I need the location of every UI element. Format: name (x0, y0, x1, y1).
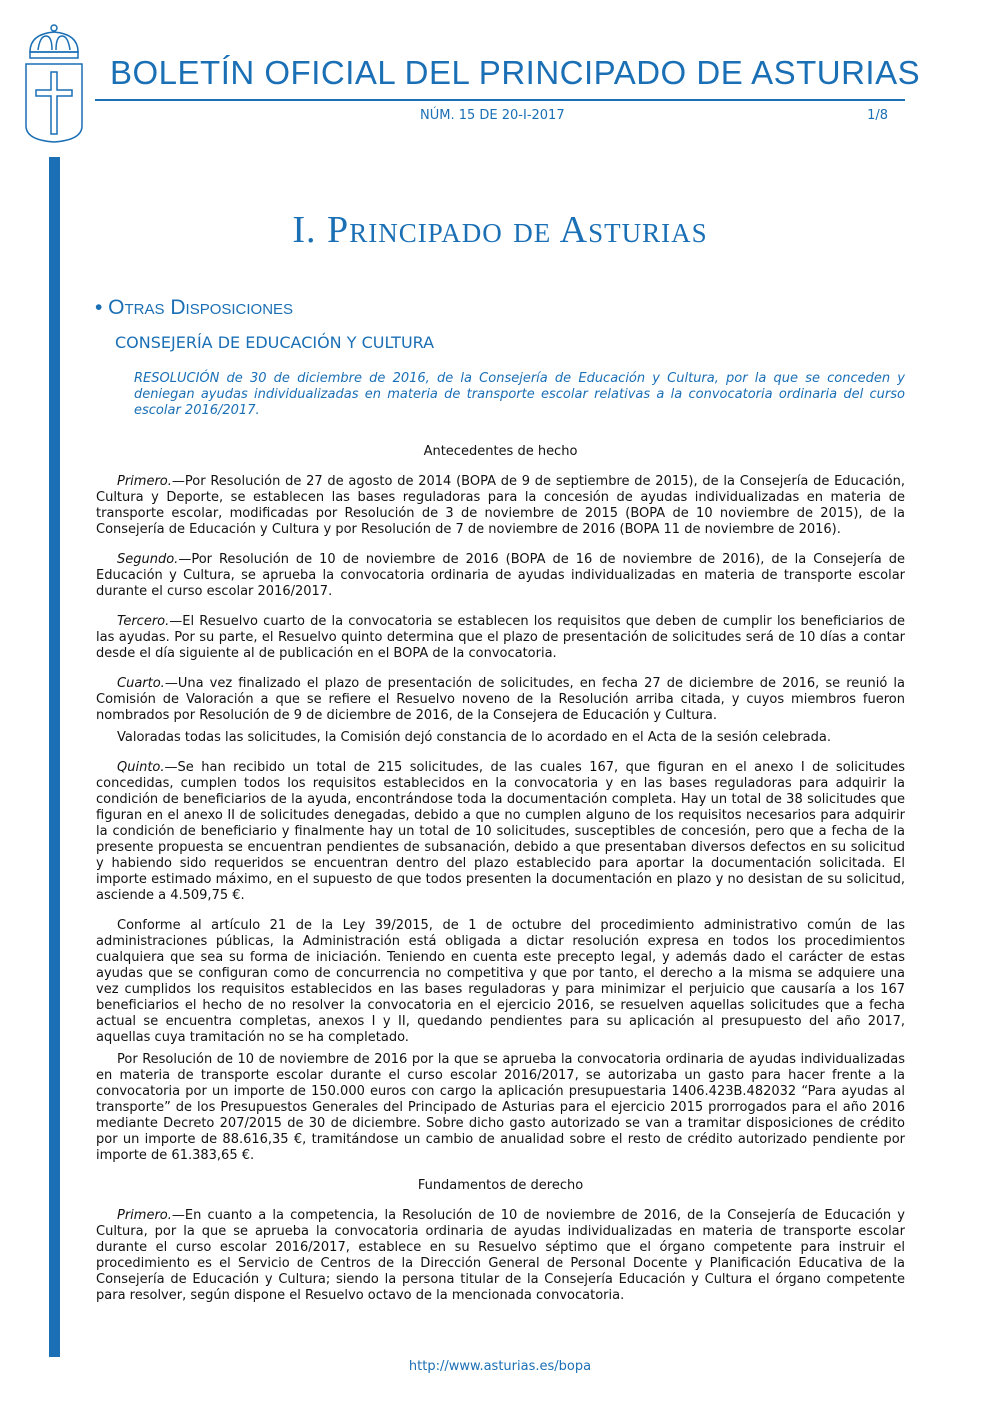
paragraph-lead: Primero. (117, 474, 172, 489)
heading-antecedentes: Antecedentes de hecho (423, 444, 578, 459)
paragraph-text: —Por Resolución de 10 de noviembre de 2016 (BOPA de 16 de noviembre de 2016), de la Consejería de Educación y Cultura, se aprueba la convocatoria ordinaria de ayudas individualizadas en materia de transporte escolar durante el curso escolar 2016/2017. (96, 552, 905, 599)
paragraph-lead: Primero. (117, 1208, 172, 1223)
side-bar (49, 157, 60, 1357)
paragraph-lead: Cuarto. (117, 676, 165, 691)
paragraph-lead: Tercero. (117, 614, 170, 629)
paragraph (96, 676, 905, 724)
paragraph (96, 552, 905, 600)
paragraph-text: —Por Resolución de 27 de agosto de 2014 (BOPA de 9 de septiembre de 2015), de la Consejería de Educación, Cultura y Deporte, se establecen las bases reguladoras para la concesión de ayudas individualizadas en materia de transporte escolar, modificadas por Resolución de 3 de noviembre de 2015 (BOPA de 10 noviembre de 2015), de la Consejería de Educación y Cultura y por Resolución de 7 de noviembre de 2016 (BOPA 11 de noviembre de 2016). (96, 474, 905, 537)
paragraph (96, 760, 905, 904)
paragraph (96, 918, 905, 1046)
footer-link[interactable]: http://www.asturias.es/bopa (408, 1359, 592, 1374)
paragraph (96, 614, 905, 662)
paragraph-text: —En cuanto a la competencia, la Resolución de 10 de noviembre de 2016, de la Consejería de Educación y Cultura, por la que se aprueba la convocatoria ordinaria de ayudas individualizadas en materia de transporte escolar durante el curso escolar 2016/2017, establece en su Resuelvo séptimo que el órgano competente para instruir el procedimiento es el Servicio de Centros de la Dirección General de Personal Docente y Planificación Educativa de la Consejería de Educación y Cultura; siendo la persona titular de la Consejería Educación y Cultura el órgano competente para resolver, según dispone el Resuelvo octavo de la mencionada convocatoria. (96, 1208, 905, 1303)
page-number: 1/8 (867, 108, 888, 123)
issue-number: NÚM. 15 DE 20-I-2017 (420, 108, 565, 123)
paragraph-text: Valoradas todas las solicitudes, la Comisión dejó constancia de lo acordado en el Acta de la sesión celebrada. (117, 730, 831, 745)
paragraph-text: Por Resolución de 10 de noviembre de 2016 por la que se aprueba la convocatoria ordinaria de ayudas individualizadas en materia de transporte escolar durante el curso escolar 2016/2017, se autorizaba un gasto para hacer frente a la convocatoria por un importe de 150.000 euros con cargo la aplicación presupuestaria 1406.423B.482032 “Para ayudas al transporte” de los Presupuestos Generales del Principado de Asturias para el ejercicio 2015 prorrogados para el año 2016 mediante Decreto 207/2015 de 30 de diciembre. Sobre dicho gasto autorizado se van a tramitar disposiciones de crédito por un importe de 88.616,35 €, tramitándose un cambio de anualidad sobre el resto de crédito autorizado pendiente por importe de 61.383,65 €. (96, 1052, 905, 1163)
resolution-title: RESOLUCIÓN de 30 de diciembre de 2016, de la Consejería de Educación y Cultura, por la que se conceden y deniegan ayudas individualizadas en materia de transporte escolar relativas a la convocatoria ordinaria del curso escolar 2016/2017. (134, 371, 905, 418)
paragraph (96, 730, 905, 746)
paragraph-text: —Se han recibido un total de 215 solicitudes, de las cuales 167, que figuran en el anexo I de solicitudes concedidas, cumplen todos los requisitos establecidos en la convocatoria y en las bases reguladoras para adquirir la condición de beneficiarios de la ayuda, encontrándose toda la documentación completa. Hay un total de 38 solicitudes que figuran en el anexo II de solicitudes denegadas, debido a que no cumplen alguno de los requisitos necesarios para adquirir la condición de beneficiario y finalmente hay un total de 10 solicitudes, susceptibles de concesión, pero que a fecha de la presente propuesta se encuentran pendientes de subsanación, debido a que presentaban diversos defectos en su solicitud y habiendo sido requeridos se encuentran dentro del plazo establecido para aportar la documentación solicitada. El importe estimado máximo, en el supuesto de que todos presenten la documentación en plazo y no desistan de su solicitud, asciende a 4.509,75 €. (96, 760, 905, 903)
heading-fundamentos: Fundamentos de derecho (417, 1178, 584, 1193)
paragraph-lead: Quinto. (117, 760, 165, 775)
document-code: Cód. 2017-00246 (79, 1198, 93, 1295)
document-body (96, 444, 905, 1318)
section-title: I. Principado de Asturias (292, 209, 708, 251)
header-divider (95, 99, 905, 101)
paragraph-text: —Una vez finalizado el plazo de presentación de solicitudes, en fecha 27 de diciembre de 2016, se reunió la Comisión de Valoración a que se refiere el Resuelvo noveno de la Resolución arriba citada, y cuyos miembros fueron nombrados por Resolución de 9 de diciembre de 2016, de la Consejera de Educación y Cultura. (96, 676, 905, 723)
paragraph-text: —El Resuelvo cuarto de la convocatoria se establecen los requisitos que deben de cumplir los beneficiarios de las ayudas. Por su parte, el Resuelvo quinto determina que el plazo de presentación de solicitudes será de 10 días a contar desde el día siguiente al de publicación en el BOPA de la convocatoria. (96, 614, 905, 661)
paragraph (96, 474, 905, 538)
bulletin-title: BOLETÍN OFICIAL DEL PRINCIPADO DE ASTURIAS (110, 54, 921, 91)
asturias-coat-of-arms-logo (22, 22, 86, 144)
paragraph-text: Conforme al artículo 21 de la Ley 39/2015, de 1 de octubre del procedimiento administrativo común de las administraciones públicas, la Administración está obligada a dictar resolución expresa en todos los procedimientos cualquiera que sea su forma de iniciación. Teniendo en cuenta este precepto legal, y además dado el carácter de estas ayudas que se configuran como de concurrencia no competitiva y que por tanto, el derecho a la misma se adquiere una vez cumplidos los requisitos establecidos en las bases reguladoras y para minimizar el perjuicio que causaría a los 167 beneficiarios el hecho de no resolver la convocatoria en el ejercicio 2016, se resuelven aquellas solicitudes que a fecha actual se encuentra completas, anexos I y II, quedando pendientes para su aplicación al presupuesto del año 2017, aquellas cuya tramitación no se ha completado. (96, 918, 905, 1045)
subsection-title: • Otras Disposiciones (95, 296, 294, 319)
paragraph (96, 1052, 905, 1164)
paragraph-lead: Segundo. (117, 552, 179, 567)
consejeria-title: CONSEJERÍA DE EDUCACIÓN Y CULTURA (115, 333, 435, 352)
paragraph (96, 1208, 905, 1304)
